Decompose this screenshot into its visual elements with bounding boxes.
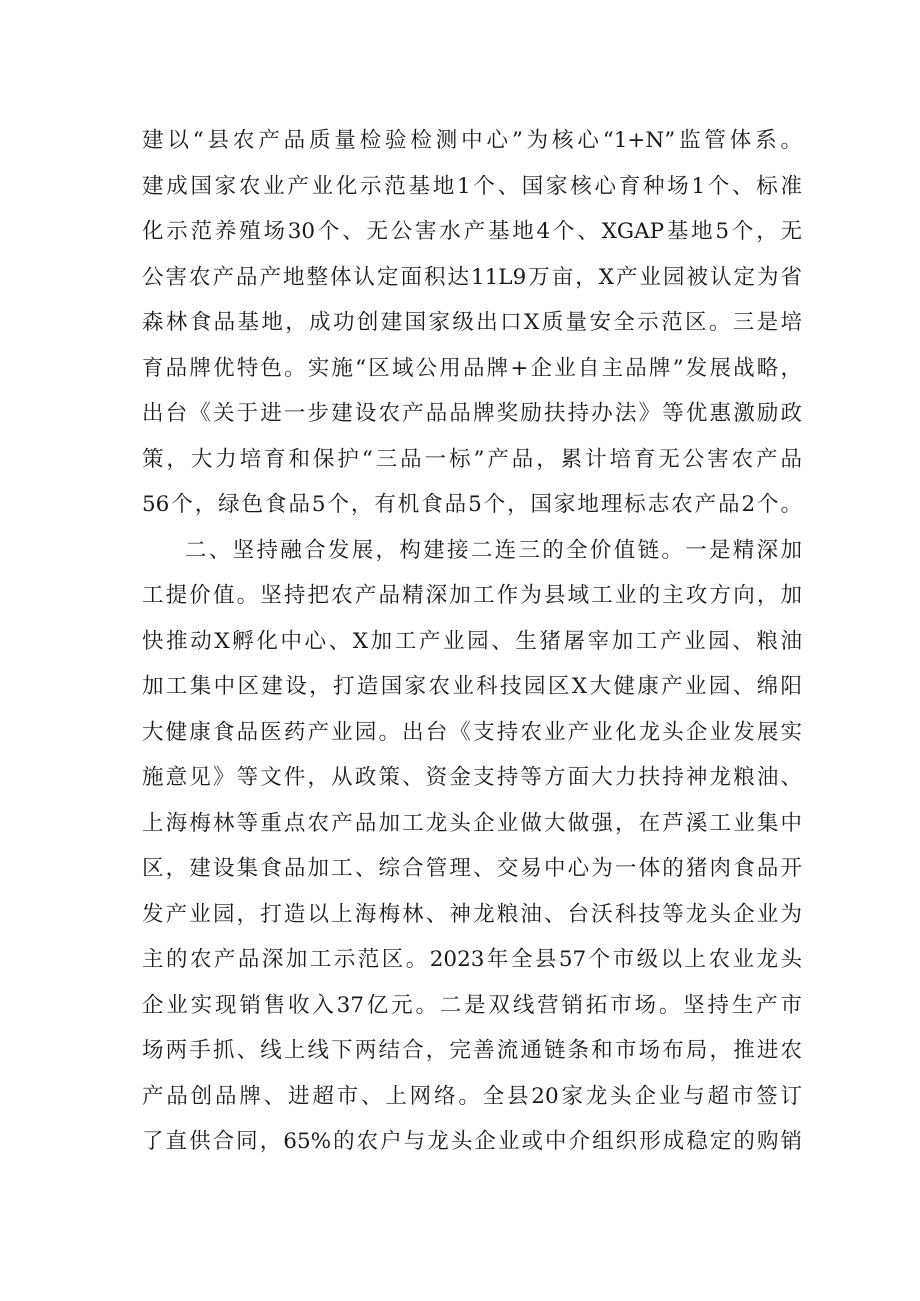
paragraph-start-line: 二、坚持融合发展，构建接二连三的全价值链。一是精深加: [185, 537, 802, 563]
text-line: 建成国家农业产业化示范基地1个、国家核心育种场1个、标准: [142, 173, 802, 199]
text-line: 加工集中区建设，打造国家农业科技园区X大健康产业园、绵阳: [142, 674, 802, 699]
text-line: 发产业园，打造以上海梅林、神龙粮油、台沃科技等龙头企业为: [142, 901, 802, 927]
text-line: 企业实现销售收入37亿元。二是双线营销拓市场。坚持生产市: [142, 992, 802, 1018]
text-line: 公害农产品产地整体认定面积达11L9万亩，X产业园被认定为省: [142, 264, 802, 290]
text-line: 施意见》等文件，从政策、资金支持等方面大力扶持神龙粮油、: [142, 765, 802, 790]
text-line: 区，建设集食品加工、综合管理、交易中心为一体的猪肉食品开: [142, 856, 802, 881]
text-line: 工提价值。坚持把农产品精深加工作为县域工业的主攻方向，加: [142, 583, 802, 608]
body-text: [142, 118, 802, 1165]
text-line: 化示范养殖场30个、无公害水产基地4个、XGAP基地5个，无: [142, 219, 802, 244]
text-line: 56个，绿色食品5个，有机食品5个，国家地理标志农产品2个。: [142, 492, 802, 517]
text-line: 产品创品牌、进超市、上网络。全县20家龙头企业与超市签订: [142, 1083, 802, 1109]
text-line: 了直供合同，65%的农户与龙头企业或中介组织形成稳定的购销: [142, 1129, 802, 1154]
text-line: 主的农产品深加工示范区。2023年全县57个市级以上农业龙头: [142, 947, 802, 972]
text-line: 育品牌优特色。实施“区域公用品牌+企业自主品牌”发展战略，: [142, 355, 802, 381]
text-line: 森林食品基地，成功创建国家级出口X质量安全示范区。三是培: [142, 310, 802, 335]
text-line: 策，大力培育和保护“三品一标”产品，累计培育无公害农产品: [142, 446, 802, 472]
text-line: 大健康食品医药产业园。出台《支持农业产业化龙头企业发展实: [142, 719, 802, 745]
text-line: 快推动X孵化中心、X加工产业园、生猪屠宰加工产业园、粮油: [142, 628, 802, 654]
text-line: 出台《关于进一步建设农产品品牌奖励扶持办法》等优惠激励政: [142, 401, 802, 426]
text-line: 建以“县农产品质量检验检测中心”为核心“1+N”监管体系。: [142, 128, 802, 153]
text-line: 场两手抓、线上线下两结合，完善流通链条和市场布局，推进农: [142, 1038, 802, 1063]
text-line: 上海梅林等重点农产品加工龙头企业做大做强，在芦溪工业集中: [142, 810, 802, 836]
